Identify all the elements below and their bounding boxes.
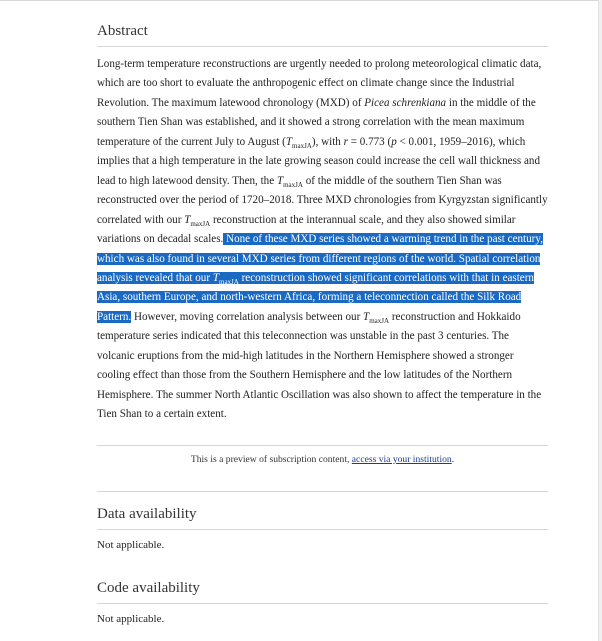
tmax-subscript: maxJA bbox=[283, 180, 303, 189]
data-availability-text: Not applicable. bbox=[97, 538, 165, 551]
data-availability-heading: Data availability bbox=[97, 506, 548, 530]
abstract-segment: in the middle of the southern Tien Shan was established, and it showed a strong correlation with the mean maximum temperature of the current July to August ( bbox=[97, 96, 536, 148]
abstract-segment: of the middle of the southern Tien Shan was reconstructed over the period of 1720–2018. Three MXD chronologies from Kyrgyzstan significantly correlated with our bbox=[97, 174, 548, 226]
abstract-segment: < 0.001, 1959–2016), which implies that a high temperature in the late growing season could increase the cell wall thickness and lead to high latewood density. Then, the bbox=[97, 135, 540, 187]
scrollbar-track[interactable] bbox=[598, 0, 602, 641]
abstract-segment: However, moving correlation analysis between our bbox=[131, 310, 364, 323]
tmax-symbol: T bbox=[363, 310, 370, 323]
code-availability-text: Not applicable. bbox=[97, 612, 165, 625]
abstract-segment: reconstruction and Hokkaido temperature series indicated that this teleconnection was unstable in the past 3 centuries. The volcanic eruptions from the mid-high latitudes in the Northern Hemisphere showed a stronger cooling effect than those from the Southern Hemisphere and the low latitudes of the Northern Hemisphere. The summer North Atlantic Oscillation was also shown to affect the temperature in the Tien Shan to a certain extent. bbox=[97, 310, 542, 421]
abstract-heading: Abstract bbox=[97, 23, 548, 47]
abstract-segment: reconstruction at the interannual scale, and they also showed similar variations on decadal scales. bbox=[97, 213, 516, 246]
abstract-text bbox=[97, 55, 548, 425]
tmax-symbol: T bbox=[276, 174, 284, 187]
subscription-notice: This is a preview of subscription content, access via your institution. bbox=[97, 445, 548, 492]
article-content bbox=[97, 0, 548, 625]
tmax-subscript: maxJA bbox=[292, 142, 312, 151]
selected-text[interactable]: None of these MXD series showed a warming trend in the past century, which was also found in several MXD series from different regions of the world. Spatial correlation analysis revealed that our $T_{maxJA}$ reconstruction showed significant correlations with that in eastern Asia, southern Europe, and north-western Africa, forming a teleconnection called the Silk Road Pattern. bbox=[97, 233, 543, 323]
tmax-subscript: maxJA bbox=[190, 219, 211, 228]
abstract-segment: = 0.773 ( bbox=[347, 135, 392, 148]
r-symbol: r bbox=[343, 135, 348, 148]
tmax-symbol: T bbox=[285, 135, 293, 148]
p-symbol: p bbox=[391, 135, 397, 148]
tmax-subscript: maxJA bbox=[369, 317, 390, 326]
institution-access-link[interactable]: access via your institution bbox=[351, 453, 452, 465]
tmax-symbol: T bbox=[184, 213, 191, 226]
species-name: Picea schrenkiana bbox=[364, 96, 447, 109]
code-availability-heading: Code availability bbox=[97, 580, 548, 604]
abstract-segment: Long-term temperature reconstructions are urgently needed to prolong meteorological climatic data, which are too short to evaluate the anthropogenic effect on climate change since the Industrial Revolution. The maximum latewood chronology (MXD) of bbox=[97, 58, 542, 109]
abstract-segment: ), with bbox=[311, 135, 344, 148]
